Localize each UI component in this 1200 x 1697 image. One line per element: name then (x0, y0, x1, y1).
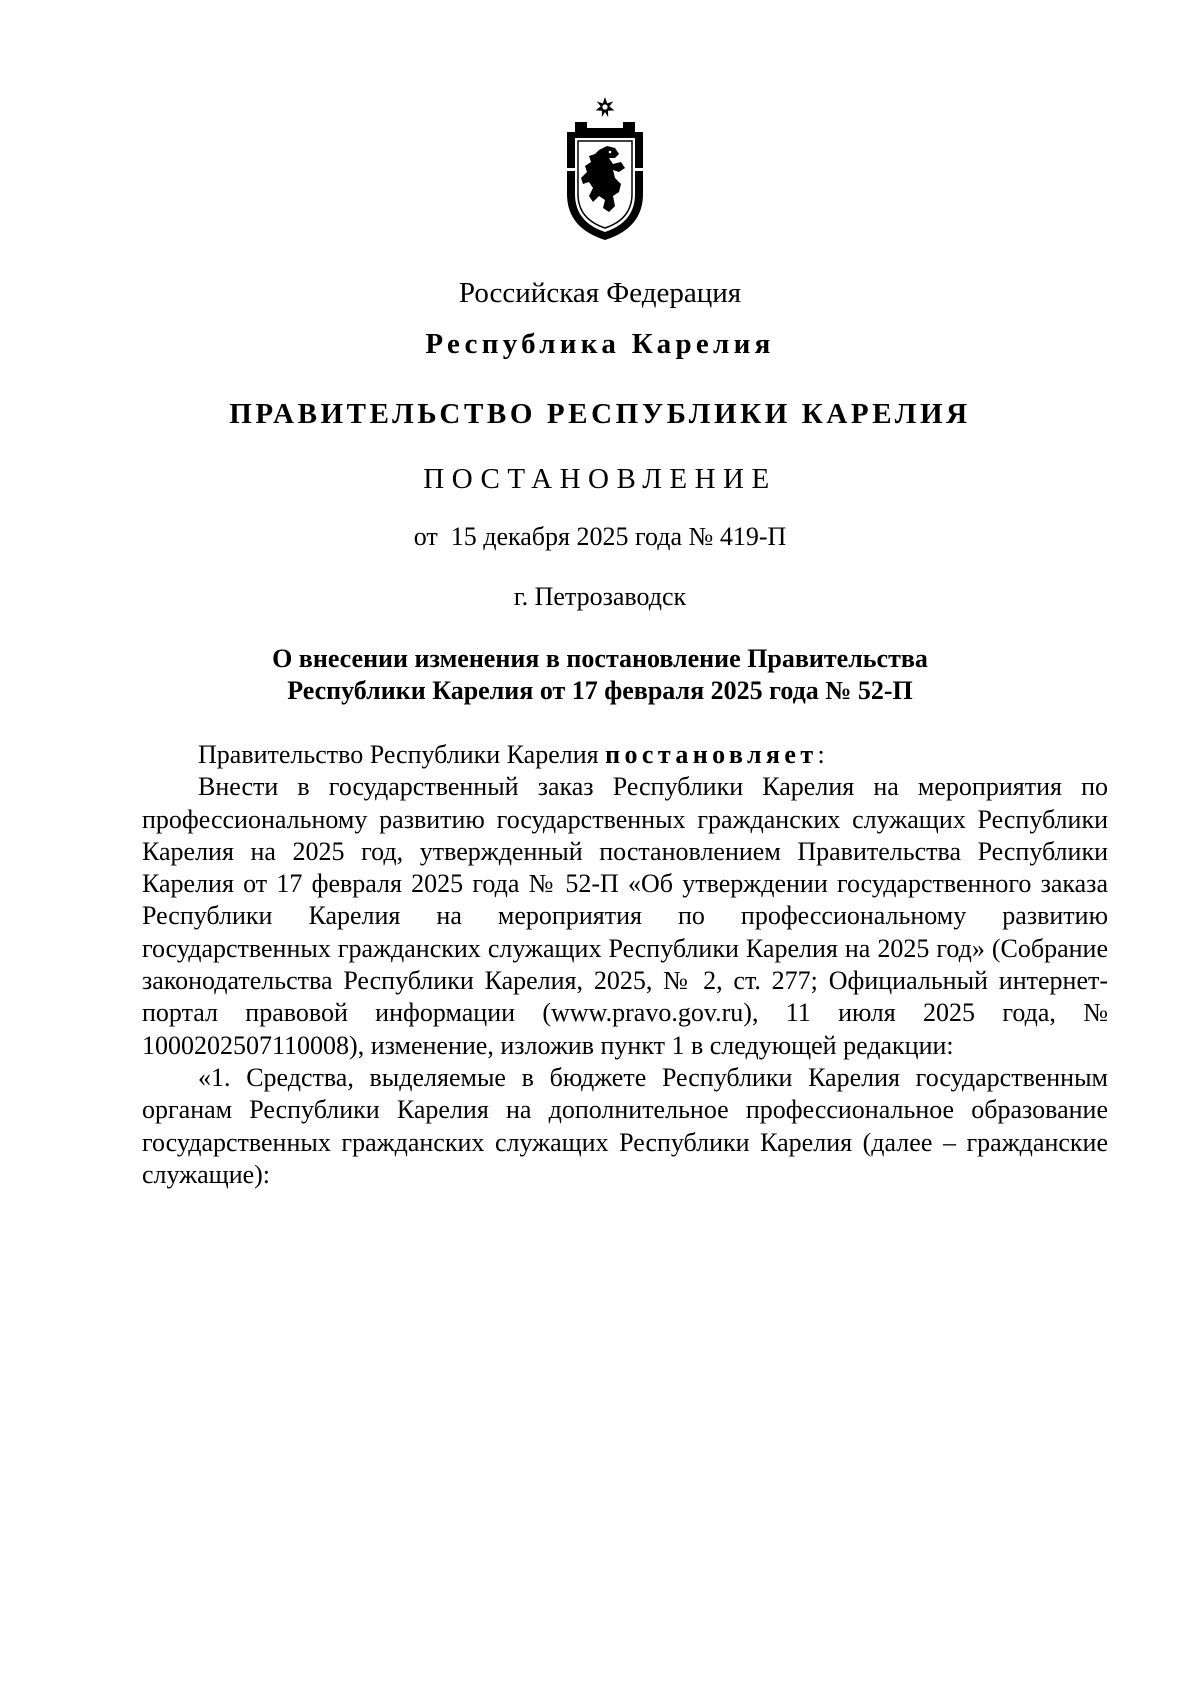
document-subject (0, 643, 1200, 707)
republic-name: Республика Карелия (425, 328, 775, 360)
new-clause-paragraph: «1. Средства, выделяемые в бюджете Республики Карелия государственным органам Республики Карелия на дополнительное профессиональное образование государственных гражданских служащих Республики Карелия (далее – гражданские служащие): (142, 1062, 1108, 1189)
document-body (142, 739, 1108, 1191)
karelia-coat-of-arms-icon (563, 96, 647, 242)
intro-suffix: : (817, 740, 825, 769)
document-date-number: от 15 декабря 2025 года № 419-П (413, 522, 787, 551)
intro-prefix: Правительство Республики Карелия (198, 740, 606, 769)
document-city: г. Петрозаводск (513, 582, 687, 611)
intro-paragraph (142, 739, 1108, 771)
amendment-paragraph: Внести в государственный заказ Республики Карелия на мероприятия по профессиональному развитию государственных гражданских служащих Республики Карелия на 2025 год, утвержденный постановлением Правительства Республики Карелия от 17 февраля 2025 года № 52-П «Об утверждении государственного заказа Республики Карелия на мероприятия по профессиональному развитию государственных гражданских служащих Республики Карелия на 2025 год» (Собрание законодательства Республики Карелия, 2025, № 2, ст. 277; Официальный интернет-портал правовой информации (www.pravo.gov.ru), 11 июля 2025 года, № 1000202507110008), изменение, изложив пункт 1 в следующей редакции: (142, 772, 1108, 1060)
intro-verb: постановляет (605, 740, 818, 769)
issuing-authority: ПРАВИТЕЛЬСТВО РЕСПУБЛИКИ КАРЕЛИЯ (229, 398, 971, 430)
subject-line-2: Республики Карелия от 17 февраля 2025 года № 52-П (287, 676, 913, 705)
document-type: ПОСТАНОВЛЕНИЕ (423, 463, 777, 495)
country-name: Российская Федерация (458, 277, 742, 309)
subject-line-1: О внесении изменения в постановление Правительства (272, 644, 928, 673)
